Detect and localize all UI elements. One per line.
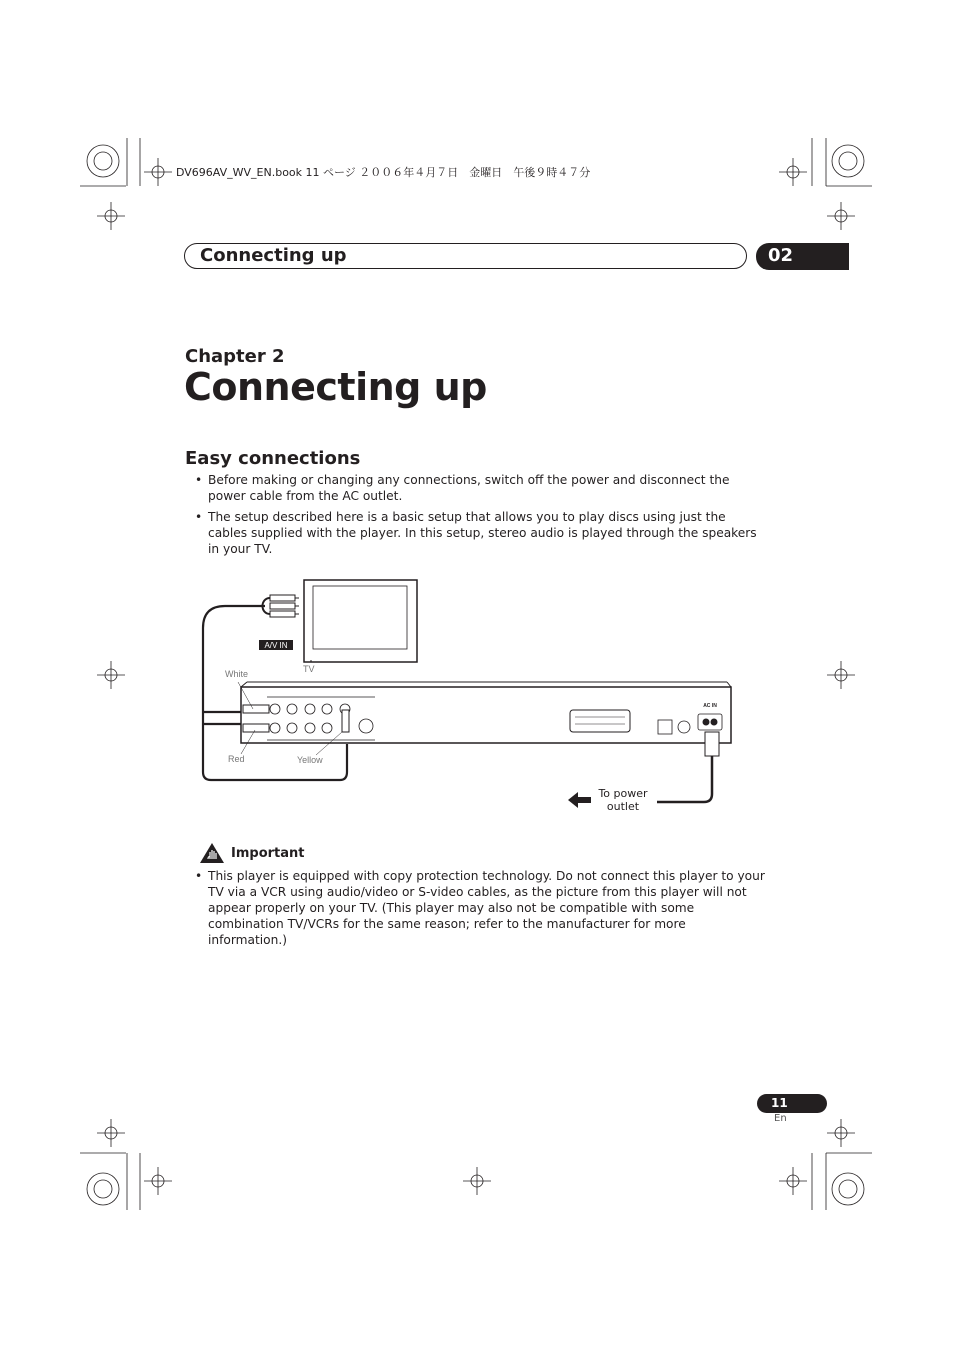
page-number: 11: [771, 1096, 788, 1110]
list-item: • This player is equipped with copy protection technology. Do not connect this player to your TV via a VCR using audio/video or S-video cables, as the picture from this player will not appear properly on your TV. (This player may also not be compatible with some combination TV/VCRs for the same reason; refer to the manufacturer for more information.): [193, 868, 768, 948]
power-outlet-label-line2: outlet: [606, 800, 640, 813]
chapter-tab-number: 02: [768, 245, 794, 266]
important-list: [193, 868, 768, 948]
list-item: • Before making or changing any connections, switch off the power and disconnect the power cable from the AC outlet.: [193, 472, 768, 504]
av-in-label: A/V IN: [264, 641, 288, 650]
tv-label: TV: [303, 664, 315, 674]
chapter-title: Connecting up: [184, 365, 487, 409]
page-language: En: [774, 1113, 787, 1124]
red-label: Red: [228, 754, 245, 764]
chapter-label: Chapter 2: [185, 346, 285, 367]
important-heading: Important: [231, 846, 305, 861]
printer-header: DV696AV_WV_EN.book 11 ページ ２００６年４月７日 金曜日 午後９時４７分: [176, 166, 591, 179]
power-outlet-label: [585, 787, 661, 813]
page-number-tab: [757, 1094, 827, 1113]
easy-connections-heading: Easy connections: [185, 448, 361, 469]
connection-diagram: [195, 572, 755, 822]
yellow-label: Yellow: [297, 755, 323, 765]
power-outlet-label-line1: To power: [598, 787, 648, 800]
easy-connections-list: [193, 472, 768, 562]
section-title: Connecting up: [200, 245, 347, 266]
ac-in-label: AC IN: [703, 703, 717, 709]
white-label: White: [225, 669, 249, 679]
warning-hand-icon: [199, 842, 225, 864]
list-item: • The setup described here is a basic setup that allows you to play discs using just the cables supplied with the player. In this setup, stereo audio is played through the speakers in your TV.: [193, 509, 768, 557]
